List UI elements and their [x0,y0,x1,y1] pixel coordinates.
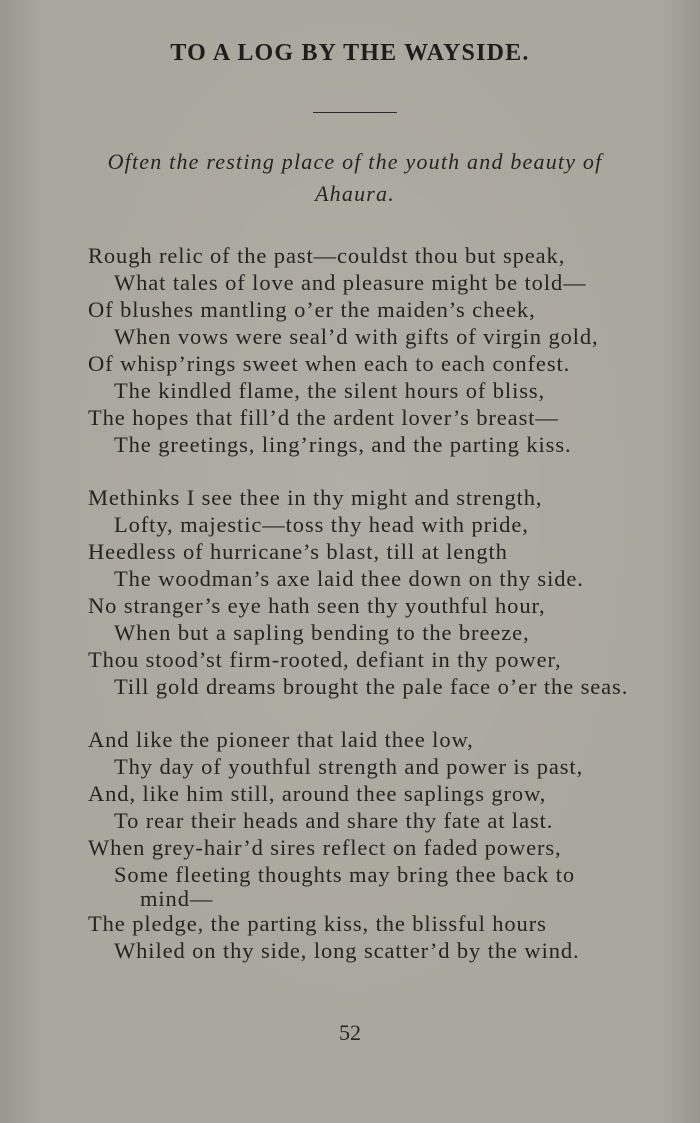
poem-line-continuation: mind— [140,886,214,911]
page-number: 52 [339,1020,361,1045]
title-divider [313,112,397,113]
poem-title: TO A LOG BY THE WAYSIDE. [170,40,530,66]
poem-line: Methinks I see thee in thy might and strength, [88,485,543,510]
poem-line: And, like him still, around thee saplings grow, [88,781,547,806]
poem-line: The greetings, ling’rings, and the parting kiss. [114,432,572,457]
poem-line: What tales of love and pleasure might be told— [114,270,587,295]
poem-line: Whiled on thy side, long scatter’d by the wind. [114,938,580,963]
poem-subtitle: Often the resting place of the youth and beauty of Ahaura. [107,149,603,206]
poem-line: When grey-hair’d sires reflect on faded powers, [88,835,562,860]
poem-line: Rough relic of the past—couldst thou but speak, [88,243,566,268]
poem-line: Heedless of hurricane’s blast, till at length [88,539,508,564]
stanza-1 [88,242,648,458]
poem-line: Some fleeting thoughts may bring thee back to [114,862,576,887]
stanza-3 [88,726,648,964]
poem-line: Lofty, majestic—toss thy head with pride, [114,512,529,537]
poem-line: Thy day of youthful strength and power is past, [114,754,584,779]
poem-line: Of whisp’rings sweet when each to each confest. [88,351,571,376]
poem-line: No stranger’s eye hath seen thy youthful hour, [88,593,546,618]
poem-line: Of blushes mantling o’er the maiden’s cheek, [88,297,536,322]
poem-line: The pledge, the parting kiss, the blissful hours [88,911,547,936]
poem-line: The kindled flame, the silent hours of bliss, [114,378,546,403]
stanza-2 [88,484,648,700]
poem-line: Till gold dreams brought the pale face o’er the seas. [114,674,629,699]
poem-line: When vows were seal’d with gifts of virgin gold, [114,324,599,349]
poem-line: The hopes that fill’d the ardent lover’s breast— [88,405,559,430]
poem-line: Thou stood’st firm-rooted, defiant in thy power, [88,647,562,672]
poem-line: To rear their heads and share thy fate at last. [114,808,554,833]
poem-line: When but a sapling bending to the breeze, [114,620,530,645]
poem-line: And like the pioneer that laid thee low, [88,727,474,752]
poem-line: The woodman’s axe laid thee down on thy side. [114,566,584,591]
